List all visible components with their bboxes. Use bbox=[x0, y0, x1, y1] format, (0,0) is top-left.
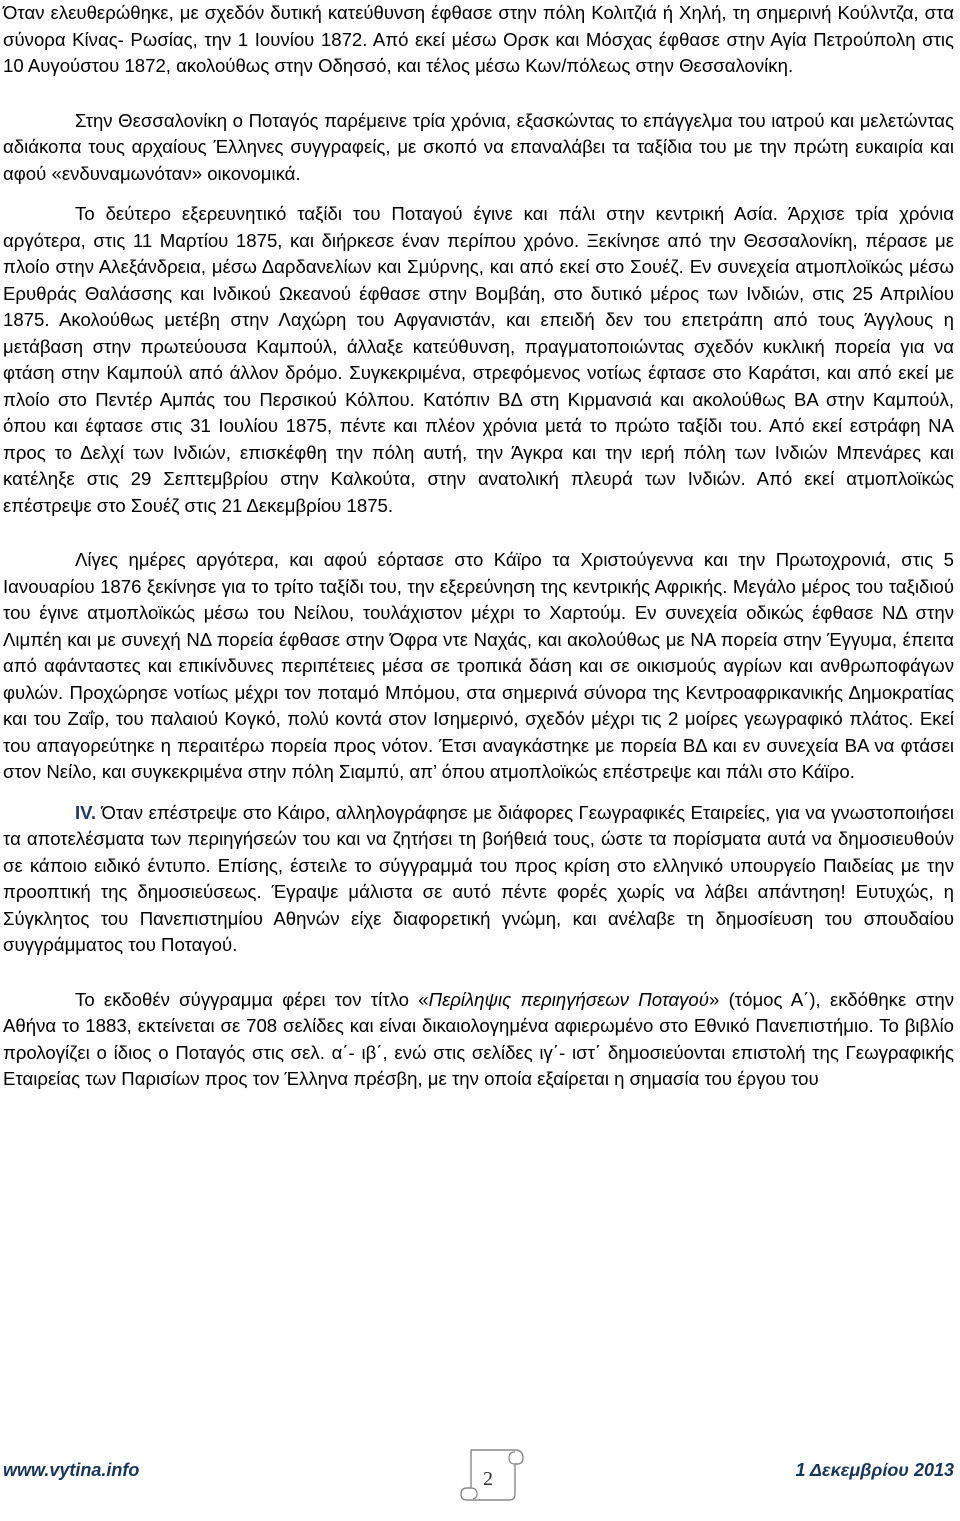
paragraph-3: Το δεύτερο εξερευνητικό ταξίδι του Ποταγού έγινε και πάλι στην κεντρική Ασία. Άρχισε τρία χρόνια αργότερα, στις 11 Μαρτίου 1875, και διήρκεσε έναν περίπου χρόνο. Ξεκίνησε από την Θεσσαλονίκη, πέρασε με πλοίο στην Αλεξάνδρεια, μέσω Δαρδανελίων και Σμύρνης, και από εκεί στο Σουέζ. Εν συνεχεία ατμοπλοϊκώς μέσω Ερυθράς Θαλάσσης και Ινδικού Ωκεανού έφθασε στην Βομβάη, στο δυτικό μέρος των Ινδιών, στις 25 Απριλίου 1875. Ακολούθως μετέβη στην Λαχώρη του Αφγανιστάν, και επειδή δεν του επετράπη από τους Άγγλους η μετάβαση στην πρωτεύουσα Καμπούλ, άλλαξε κατεύθυνση, πραγματοποιώντας σχεδόν κυκλική πορεία για να φτάση στην Καμπούλ από άλλον δρόμο. Συγκεκριμένα, στρεφόμενος νοτίως έφτασε στο Καράτσι, και από εκεί με πλοίο στο Πεντέρ Αμπάς του Περσικού Κόλπου. Κατόπιν ΒΔ στη Κιρμανσιά και ακολούθως ΒΑ στην Καμπούλ, όπου και έφτασε στις 31 Ιουλίου 1875, πέντε και πλέον χρόνια μετά το πρώτο ταξίδι του. Από εκεί εστράφη ΝΑ προς το Δελχί των Ινδιών, επισκέφθη την πόλη αυτή, την Άγκρα και την ιερή πόλη των Ινδιών Μπενάρες και κατέληξε στις 29 Σεπτεμβρίου στην Καλκούτα, στην ανατολική πλευρά των Ινδιών. Από εκεί ατμοπλοϊκώς επέστρεψε στο Σουέζ στις 21 Δεκεμβρίου 1875. bbox=[3, 203, 954, 516]
paragraph-1: Όταν ελευθερώθηκε, με σχεδόν δυτική κατεύθυνση έφθασε στην πόλη Κολιτζιά ή Χηλή, τη σημερινή Κούλντζα, στα σύνορα Κίνας- Ρωσίας, την 1 Ιουνίου 1872. Από εκεί μέσω Ορσκ και Μόσχας έφθασε στην Αγία Πετρούπολη στις 10 Αυγούστου 1872, ακολούθως στην Οδησσό, και τέλος μέσω Κων/πόλεως στην Θεσσαλονίκη. bbox=[3, 2, 954, 76]
paragraph-2: Στην Θεσσαλονίκη ο Ποταγός παρέμεινε τρία χρόνια, εξασκώντας το επάγγελμα του ιατρού και μελετώντας αδιάκοπα τους αρχαίους Έλληνες συγγραφείς, με σκοπό να επαναλάβει τα ταξίδια του με την πρώτη ευκαιρία και αφού «ενδυναμωνόταν» οικονομικά. bbox=[3, 109, 954, 184]
section-number: IV. bbox=[75, 801, 97, 823]
footer-date: 1 Δεκεμβρίου 2013 bbox=[795, 1460, 954, 1480]
paragraph-5-text: Όταν επέστρεψε στο Κάιρο, αλληλογράφησε με διάφορες Γεωγραφικές Εταιρείες, για να γνωστοποιήσει τα αποτελέσματα των περιηγήσεών του και να ζητήσει τη βοήθειά τους, ώστε τα πορίσματα αυτά να δημοσιευθούν σε κάποιο ειδικό έντυπο. Επίσης, έστειλε το σύγγραμμά του προς κρίση στο ελληνικό υπουργείο Παιδείας με την προοπτική της δημοσιεύσεως. Έγραψε μάλιστα σε αυτό πέντε φορές χωρίς να λάβει απάντηση! Ευτυχώς, η Σύγκλητος του Πανεπιστημίου Αθηνών είχε διαφορετική γνώμη, και ανέλαβε τη δημοσίευση του σπουδαίου συγγράμματος του Ποταγού. bbox=[3, 801, 954, 955]
paragraph-5 bbox=[3, 800, 954, 959]
website-link[interactable]: www.vytina.info bbox=[3, 1460, 140, 1480]
book-title: Περίληψις περιηγήσεων Ποταγού bbox=[428, 988, 709, 1010]
paragraph-6-text-a: Το εκδοθέν σύγγραμμα φέρει τον τίτλο « bbox=[75, 988, 429, 1010]
paragraph-6 bbox=[3, 987, 954, 1093]
page-number: 2 bbox=[483, 1468, 493, 1490]
paragraph-6-text-b: » (τόμος Α΄), εκδόθηκε στην Αθήνα το 1883, εκτείνεται σε 708 σελίδες και είναι δικαιολογημένα αφιερωμένο στο Εθνικό Πανεπιστήμιο. Το βιβλίο προλογίζει ο ίδιος ο Ποταγός στις σελ. α΄- ιβ΄, ενώ στις σελίδες ιγ΄- ιστ΄ δημοσιεύονται επιστολή της Γεωγραφικής Εταιρείας των Παρισίων προς τον Έλληνα πρέσβη, με την οποία εξαίρεται η σημασία του έργου του bbox=[3, 988, 954, 1089]
document-body bbox=[3, 0, 954, 1093]
page-footer bbox=[0, 1452, 960, 1492]
paragraph-4: Λίγες ημέρες αργότερα, και αφού εόρτασε στο Κάϊρο τα Χριστούγεννα και την Πρωτοχρονιά, στις 5 Ιανουαρίου 1876 ξεκίνησε για το τρίτο ταξίδι του, την εξερεύνηση της κεντρικής Αφρικής. Μεγάλο μέρος του ταξιδιού του έγινε ατμοπλοϊκώς μέσω του Νείλου, τουλάχιστον μέχρι το Χαρτούμ. Εν συνεχεία οδικώς έφθασε ΝΔ στην Λιμπέη και με συνεχή ΝΔ πορεία έφθασε στην Όφρα ντε Ναχάς, και ακολούθως με ΝΑ πορεία στην Έγγυμα, έπειτα από αφάνταστες και επικίνδυνες περιπέτειες μέσα σε τροπικά δάση και σε οικισμούς αγρίων και ανθρωποφάγων φυλών. Προχώρησε νοτίως μέχρι τον ποταμό Μπόμου, στα σημερινά σύνορα της Κεντροαφρικανικής Δημοκρατίας και του Ζαΐρ, του παλαιού Κογκό, πολύ κοντά στον Ισημερινό, σχεδόν μέχρι τις 2 μοίρες γεωγραφικό πλάτος. Εκεί του απαγορεύτηκε η περαιτέρω πορεία προς νότον. Έτσι αναγκάστηκε με πορεία ΒΔ και εν συνεχεία ΒΑ να φτάσει στον Νείλο, και συγκεκριμένα στην πόλη Σιαμπύ, απ’ όπου ατμοπλοϊκώς επέστρεψε και πάλι στο Κάϊρο. bbox=[3, 549, 954, 782]
